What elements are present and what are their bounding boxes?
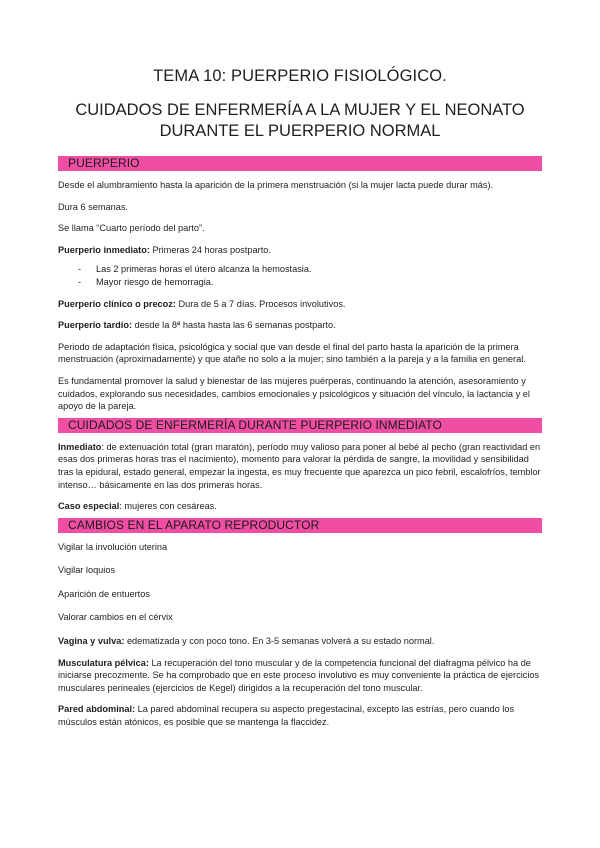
title-block (58, 0, 542, 142)
term-label: Vagina y vulva: (58, 636, 125, 647)
paragraph-inmediato (58, 441, 542, 491)
list-item: - Mayor riesgo de hemorragia. (78, 276, 542, 289)
paragraph-puerperio-clinico (58, 298, 542, 311)
term-text: desde la 8ª hasta hasta las 6 semanas postparto. (132, 320, 336, 331)
term-label: Inmediato (58, 441, 102, 452)
term-label: Puerperio inmediato: (58, 244, 150, 255)
term-label: Musculatura pélvica: (58, 657, 149, 668)
paragraph-vagina-vulva (58, 635, 542, 648)
term-text: La pared abdominal recupera su aspecto pregestacinal, excepto las estrías, pero cuando los músculos están atónicos, es posible que se mantenga la flaccidez. (58, 704, 515, 728)
term-text: Dura de 5 a 7 días. Procesos involutivos. (175, 298, 346, 309)
paragraph-musculatura-pelvica (58, 657, 542, 695)
paragraph: Dura 6 semanas. (58, 201, 128, 212)
list-item: - Las 2 primeras horas el útero alcanza la hemostasia. (78, 263, 542, 276)
paragraph: Es fundamental promover la salud y bienestar de las mujeres puérperas, continuando la atención, asesoramiento y cuidados, explorando sus necesidades, cambios emocionales y psicológicos y situación del vínculo, la lactancia y el apoyo de la pareja. (58, 375, 530, 412)
document-subtitle: CUIDADOS DE ENFERMERÍA A LA MUJER Y EL NEONATO DURANTE EL PUERPERIO NORMAL (75, 101, 525, 140)
term-label: Puerperio clínico o precoz: (58, 298, 176, 309)
term-label: Caso especial (58, 501, 120, 512)
paragraph-puerperio-inmediato (58, 244, 542, 257)
paragraph: Periodo de adaptación física, psicológica y social que van desde el final del parto hasta la aparición de la primera menstruación (aproximadamente) y que atañe no solo a la mujer; sino también a la pareja y a la familia en general. (58, 341, 526, 365)
term-text: : de extenuación total (gran maratón), período muy valioso para poner al bebé al pecho (gran reactividad en esas dos primeras horas tras el nacimiento), momento para valorar la pérdida de sangre, la movilidad y sensibilidad tras la epidural, estado general, empezar la ingesta, es muy frecuente que aparezca un pico febril, escalofríos, temblor intenso… básicamente en las dos primeras horas. (58, 441, 541, 490)
paragraph: Valorar cambios en el cérvix (58, 612, 173, 623)
paragraph-puerperio-tardio (58, 319, 542, 332)
term-label: Pared abdominal: (58, 704, 136, 715)
paragraph: Vigilar loquios (58, 565, 116, 576)
term-text: edematizada y con poco tono. En 3-5 semanas volverá a su estado normal. (124, 636, 435, 647)
paragraph: Aparición de entuertos (58, 588, 150, 599)
section-heading-reproductor: CAMBIOS EN EL APARATO REPRODUCTOR (58, 518, 542, 533)
paragraph: Vigilar la involución uterina (58, 541, 168, 552)
section-heading-puerperio: PUERPERIO (58, 156, 542, 171)
term-text: : mujeres con cesáreas. (119, 501, 217, 512)
term-text: Primeras 24 horas postparto. (149, 244, 271, 255)
term-label: Puerperio tardío: (58, 320, 133, 331)
paragraph: Se llama “Cuarto período del parto”. (58, 223, 205, 234)
document-title: TEMA 10: PUERPERIO FISIOLÓGICO. (153, 67, 447, 85)
paragraph-caso-especial (58, 500, 542, 513)
section-heading-cuidados: CUIDADOS DE ENFERMERÍA DURANTE PUERPERIO INMEDIATO (58, 418, 542, 433)
dash-list (58, 263, 542, 288)
paragraph: Desde el alumbramiento hasta la aparición de la primera menstruación (si la mujer lacta puede durar más). (58, 180, 494, 190)
paragraph-pared-abdominal (58, 703, 542, 728)
term-text: La recuperación del tono muscular y de la competencia funcional del diafragma pélvico ha de iniciarse precozmente. Se ha comprobado que en este proceso involutivo es muy conveniente la práctica de ejercicios musculares perineales (ejercicios de Kegel) dirigidos a la recuperación del tono muscular. (58, 657, 540, 693)
